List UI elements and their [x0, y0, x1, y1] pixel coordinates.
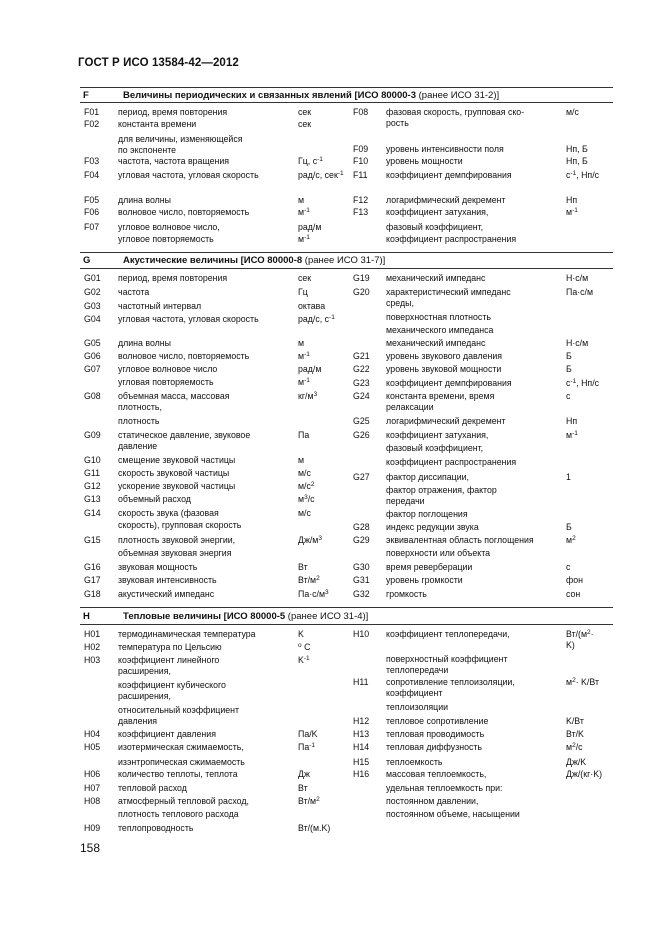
quantity-name: фактор отражения, фактор	[386, 485, 497, 495]
quantity-unit: $м^2$	[566, 535, 576, 545]
quantity-name: фактор поглощения	[386, 509, 468, 519]
quantity-name: константа времени, время	[386, 391, 495, 401]
quantity-code: F02	[84, 119, 100, 129]
quantity-name: релаксации	[386, 401, 434, 412]
quantity-name: объемная масса, массовая	[118, 391, 230, 401]
quantity-name: коэффициент	[386, 687, 443, 698]
quantity-code: H10	[353, 629, 370, 639]
quantity-code: F04	[84, 170, 100, 180]
quantity-name: коэффициент затухания,	[386, 430, 489, 440]
quantity-unit: $м^3/с$	[298, 494, 315, 504]
quantity-name: объемная звуковая энергия	[118, 548, 232, 558]
quantity-unit: $м^{-1}$	[298, 377, 310, 387]
section-rule-bottom	[80, 268, 613, 269]
quantity-name: термодинамическая температура	[118, 629, 256, 639]
quantity-unit: $м^{-1}$	[298, 351, 310, 361]
quantity-unit: $м/с^2$	[298, 481, 315, 491]
quantity-code: G26	[353, 430, 370, 440]
quantity-name: передачи	[386, 495, 425, 506]
quantity-unit: $м^2/с$	[566, 742, 583, 752]
page-number: 158	[80, 841, 101, 855]
quantity-name: плотность звуковой энергии,	[118, 535, 236, 545]
quantity-name: теплопроводность	[118, 823, 194, 833]
quantity-unit: $Па\cdot с/м^3$	[298, 589, 329, 599]
quantity-unit: сон	[566, 589, 581, 599]
quantity-code: G29	[353, 535, 370, 545]
quantity-unit: рад/с, $с^{-1}$	[298, 314, 335, 324]
quantity-code: H09	[84, 823, 101, 833]
quantity-code: G21	[353, 351, 370, 361]
quantity-name: звуковая мощность	[118, 562, 198, 572]
quantity-unit: $Вт/(м^2\cdot$	[566, 629, 594, 639]
quantity-code: F12	[353, 195, 369, 205]
quantity-unit: м/с	[566, 107, 579, 117]
section-letter: H	[83, 611, 90, 622]
quantity-code: F07	[84, 222, 100, 232]
quantity-name: коэффициент линейного	[118, 655, 220, 665]
quantity-name: теплоемкость	[386, 757, 443, 767]
quantity-name: механический импеданс	[386, 338, 486, 348]
quantity-name: коэффициент давления	[118, 729, 216, 739]
quantity-name: частота, частота вращения	[118, 156, 230, 166]
quantity-name: коэффициент затухания,	[386, 207, 489, 217]
quantity-code: H12	[353, 716, 370, 726]
quantity-unit: K)	[566, 639, 575, 650]
quantity-unit: $^o$ C	[298, 642, 311, 652]
quantity-code: G19	[353, 273, 370, 283]
quantity-name: рость	[386, 117, 409, 128]
quantity-code: G10	[84, 455, 101, 465]
quantity-code: F11	[353, 170, 368, 180]
quantity-name: по экспоненте	[118, 144, 177, 155]
quantity-unit: Вт	[298, 562, 308, 572]
quantity-name: давления	[118, 715, 158, 726]
quantity-code: G30	[353, 562, 370, 572]
quantity-name: угловая повторяемость	[118, 377, 214, 387]
quantity-unit: Гц	[298, 287, 308, 297]
quantity-name: теплопередачи	[386, 664, 449, 675]
quantity-name: волновое число, повторяемость	[118, 207, 250, 217]
quantity-unit: Па·с/м	[566, 287, 594, 297]
quantity-name: тепловая проводимость	[386, 729, 485, 739]
quantity-name: громкость	[386, 589, 427, 599]
quantity-unit: Дж	[298, 769, 310, 779]
quantity-unit: Вт/(м.K)	[298, 823, 331, 833]
quantity-code: G02	[84, 287, 101, 297]
quantity-name: среды,	[386, 297, 414, 308]
quantity-unit: $м^{-1}$	[298, 234, 310, 244]
quantity-code: F09	[353, 144, 369, 154]
quantity-name: характеристический импеданс	[386, 287, 511, 297]
quantity-name: угловая частота, угловая скорость	[118, 170, 259, 180]
quantity-code: G16	[84, 562, 101, 572]
quantity-code: H05	[84, 742, 101, 752]
quantity-code: G24	[353, 391, 370, 401]
quantity-name: изэнтропическая сжимаемость	[118, 757, 245, 767]
quantity-name: теплоизоляции	[386, 702, 449, 712]
quantity-unit: Б	[566, 522, 572, 532]
quantity-unit: сек	[298, 273, 312, 283]
quantity-name: угловая частота, угловая скорость	[118, 314, 259, 324]
quantity-name: угловое волновое число,	[118, 222, 220, 232]
quantity-unit: фон	[566, 575, 583, 585]
quantity-code: F10	[353, 156, 369, 166]
quantity-name: коэффициент распространения	[386, 234, 517, 244]
quantity-unit: с	[566, 562, 571, 572]
quantity-name: плотность теплового расхода	[118, 809, 239, 819]
quantity-name: коэффициент демпфирования	[386, 378, 512, 388]
quantity-name: длина волны	[118, 338, 171, 348]
quantity-code: G03	[84, 301, 101, 311]
quantity-unit: Нп, Б	[566, 144, 588, 154]
quantity-code: G27	[353, 472, 370, 482]
quantity-name: уровень звукового давления	[386, 351, 503, 361]
quantity-name: тепловой расход	[118, 783, 187, 793]
quantity-name: атмосферный тепловой расход,	[118, 796, 249, 806]
quantity-code: H06	[84, 769, 101, 779]
quantity-name: уровень мощности	[386, 156, 463, 166]
quantity-unit: Дж/K	[566, 757, 587, 767]
quantity-name: фазовый коэффициент,	[386, 443, 484, 453]
quantity-code: G32	[353, 589, 370, 599]
section-rule-top	[80, 87, 613, 88]
quantity-name: частота	[118, 287, 150, 297]
quantity-unit: Б	[566, 364, 572, 374]
quantity-name: поверхностная плотность	[386, 312, 491, 322]
quantity-name: фазовая скорость, групповая ско-	[386, 107, 525, 117]
section-note: (ранее ИСО 31-4)]	[285, 611, 369, 622]
quantity-name: удельная теплоемкость при:	[386, 783, 503, 793]
quantity-unit: сек	[298, 107, 312, 117]
quantity-unit: сек	[298, 119, 312, 129]
quantity-name: изотермическая сжимаемость,	[118, 742, 244, 752]
quantity-code: F13	[353, 207, 369, 217]
quantity-unit: м/с	[298, 468, 311, 478]
quantity-code: G22	[353, 364, 370, 374]
section-rule-bottom	[80, 102, 613, 103]
quantity-name: для величины, изменяющейся	[118, 134, 243, 144]
quantity-unit: Па/K	[298, 729, 318, 739]
quantity-code: G07	[84, 364, 101, 374]
quantity-name: расширения,	[118, 665, 171, 676]
quantity-unit: Б	[566, 351, 572, 361]
quantity-unit: $м^{-1}$	[566, 207, 578, 217]
quantity-name: давление	[118, 440, 158, 451]
quantity-name: постоянном объеме, насыщении	[386, 809, 520, 819]
section-rule-top	[80, 607, 613, 608]
quantity-unit: рад/м	[298, 222, 322, 232]
quantity-unit: Нп	[566, 416, 578, 426]
quantity-name: коэффициент кубического	[118, 680, 226, 690]
quantity-code: H07	[84, 783, 101, 793]
quantity-unit: 1	[566, 472, 571, 482]
quantity-code: H01	[84, 629, 101, 639]
quantity-name: сопротивление теплоизоляции,	[386, 677, 515, 687]
quantity-code: G08	[84, 391, 101, 401]
section-heading	[83, 90, 499, 101]
quantity-unit: рад/с, сек$^{-1}$	[298, 170, 344, 180]
quantity-name: статическое давление, звуковое	[118, 430, 251, 440]
quantity-name: индекс редукции звука	[386, 522, 479, 532]
quantity-code: G09	[84, 430, 101, 440]
quantity-unit: Н·с/м	[566, 273, 589, 283]
quantity-name: относительный коэффициент	[118, 705, 240, 715]
quantity-unit: $м^{-1}$	[298, 207, 310, 217]
quantity-code: G12	[84, 481, 101, 491]
section-title: Тепловые величины [ИСО 80000-5	[123, 611, 286, 622]
quantity-unit: м/с	[298, 508, 311, 518]
quantity-name: длина волны	[118, 195, 171, 205]
quantity-unit: $Вт/м^2$	[298, 796, 320, 806]
quantity-name: скорость звука (фазовая	[118, 508, 219, 518]
quantity-code: G15	[84, 535, 101, 545]
quantity-name: плотность,	[118, 401, 162, 412]
quantity-unit: Н·с/м	[566, 338, 589, 348]
quantity-code: H02	[84, 642, 101, 652]
quantity-name: скорость звуковой частицы	[118, 468, 230, 478]
section-rule-bottom	[80, 624, 613, 625]
quantity-code: F03	[84, 156, 100, 166]
quantity-code: F05	[84, 195, 100, 205]
section-heading	[83, 611, 368, 622]
section-heading	[83, 255, 385, 266]
quantity-code: G04	[84, 314, 101, 324]
quantity-name: тепловая диффузность	[386, 742, 483, 752]
quantity-unit: м	[298, 195, 305, 205]
quantity-unit: Нп	[566, 195, 578, 205]
quantity-unit: $кг/м^3$	[298, 391, 318, 401]
quantity-code: G20	[353, 287, 370, 297]
quantity-unit: м	[298, 455, 305, 465]
quantity-name: угловое волновое число	[118, 364, 218, 374]
quantity-unit: $Дж/м^3$	[298, 535, 322, 545]
quantity-name: ускорение звуковой частицы	[118, 481, 236, 491]
quantity-code: G01	[84, 273, 101, 283]
quantity-name: эквивалентная область поглощения	[386, 535, 534, 545]
section-letter: G	[83, 255, 91, 266]
quantity-name: волновое число, повторяемость	[118, 351, 250, 361]
quantity-name: логарифмический декремент	[386, 416, 506, 426]
quantity-code: F08	[353, 107, 369, 117]
quantity-name: частотный интервал	[118, 301, 202, 311]
quantity-unit: $с^{-1}$, Нп/с	[566, 170, 600, 180]
quantity-name: смещение звуковой частицы	[118, 455, 236, 465]
quantity-code: G18	[84, 589, 101, 599]
quantity-name: коэффициент демпфирования	[386, 170, 512, 180]
quantity-name: период, время повторения	[118, 107, 228, 117]
quantity-name: постоянном давлении,	[386, 796, 479, 806]
quantity-name: время реверберации	[386, 562, 473, 572]
quantity-code: G23	[353, 378, 370, 388]
quantity-name: тепловое сопротивление	[386, 716, 489, 726]
quantity-unit: $с^{-1}$, Нп/с	[566, 378, 600, 388]
quantity-unit: октава	[298, 301, 326, 311]
quantity-name: механический импеданс	[386, 273, 486, 283]
quantity-unit: рад/м	[298, 364, 322, 374]
quantity-unit: Вт/K	[566, 729, 584, 739]
quantity-name: коэффициент теплопередачи,	[386, 629, 510, 639]
quantity-name: уровень громкости	[386, 575, 463, 585]
quantity-code: H14	[353, 742, 370, 752]
quantity-code: G11	[84, 468, 100, 478]
section-rule-top	[80, 252, 613, 253]
quantity-code: H08	[84, 796, 101, 806]
quantity-code: G17	[84, 575, 101, 585]
quantity-code: F06	[84, 207, 100, 217]
quantity-code: H15	[353, 757, 370, 767]
quantity-unit: $м^{-1}$	[566, 430, 578, 440]
quantity-unit: $Па^{-1}$	[298, 742, 315, 752]
quantity-name: фазовый коэффициент,	[386, 222, 484, 232]
quantity-code: G13	[84, 494, 101, 504]
quantity-name: фактор диссипации,	[386, 472, 469, 482]
quantity-code: G14	[84, 508, 101, 518]
quantity-name: угловое повторяемость	[118, 234, 214, 244]
quantity-name: акустический импеданс	[118, 589, 215, 599]
quantity-code: H03	[84, 655, 101, 665]
quantity-name: поверхности или объекта	[386, 548, 491, 558]
quantity-unit: K	[298, 629, 304, 639]
quantity-unit: Нп, Б	[566, 156, 588, 166]
quantity-unit: Вт	[298, 783, 308, 793]
quantity-name: константа времени	[118, 119, 197, 129]
quantity-unit: с	[566, 391, 571, 401]
quantity-name: количество теплоты, теплота	[118, 769, 238, 779]
quantity-name: звуковая интенсивность	[118, 575, 217, 585]
quantity-name: объемный расход	[118, 494, 191, 504]
quantity-name: коэффициент распространения	[386, 457, 517, 467]
section-note: (ранее ИСО 31-2)]	[415, 90, 500, 101]
quantity-code: G05	[84, 338, 101, 348]
quantity-unit: $м^2\cdot K/Вт$	[566, 677, 599, 687]
quantity-unit: $K^{-1}$	[298, 655, 310, 665]
quantity-name: уровень звуковой мощности	[386, 364, 502, 374]
quantity-unit: Дж/(кг·K)	[566, 769, 602, 779]
quantity-name: механического импеданса	[386, 325, 494, 335]
quantity-code: H16	[353, 769, 370, 779]
quantity-code: H11	[353, 677, 369, 687]
quantity-unit: $Вт/м^2$	[298, 575, 320, 585]
quantity-name: скорость), групповая скорость	[118, 520, 242, 530]
quantity-unit: K/Вт	[566, 716, 584, 726]
quantity-name: уровень интенсивности поля	[386, 144, 504, 154]
quantity-code: F01	[84, 107, 100, 117]
quantity-code: H04	[84, 729, 101, 739]
quantity-code: H13	[353, 729, 370, 739]
quantity-code: G28	[353, 522, 370, 532]
section-letter: F	[83, 90, 89, 101]
quantity-unit: Па	[298, 430, 310, 440]
quantity-unit: м	[298, 338, 305, 348]
quantity-code: G31	[353, 575, 370, 585]
section-title: Акустические величины [ИСО 80000-8	[123, 255, 303, 266]
section-title: Величины периодических и связанных явлений [ИСО 80000-3	[123, 90, 416, 101]
section-note: (ранее ИСО 31-7)]	[302, 255, 386, 266]
quantity-name: поверхностный коэффициент	[386, 654, 508, 664]
quantity-name: массовая теплоемкость,	[386, 769, 487, 779]
quantity-name: расширения,	[118, 690, 171, 701]
document-header: ГОСТ Р ИСО 13584-42—2012	[78, 57, 239, 69]
quantity-name: логарифмический декремент	[386, 195, 506, 205]
quantity-code: G06	[84, 351, 101, 361]
quantity-code: G25	[353, 416, 370, 426]
quantity-unit: Гц, $с^{-1}$	[298, 156, 323, 166]
quantity-name: период, время повторения	[118, 273, 228, 283]
quantity-name: температура по Цельсию	[118, 642, 222, 652]
quantity-name: плотность	[118, 416, 160, 426]
